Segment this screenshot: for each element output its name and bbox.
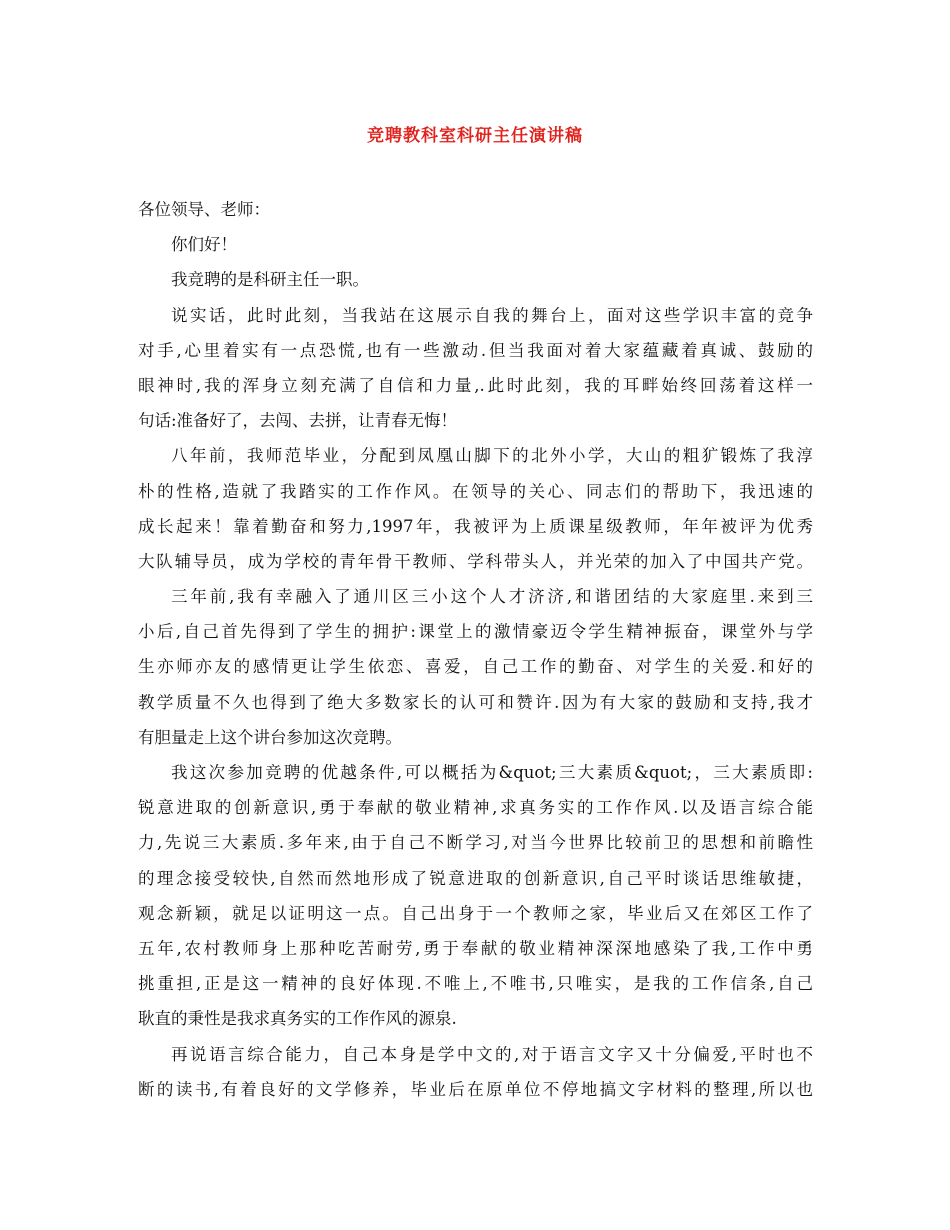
text-line: 我竞聘的是科研主任一职。 — [171, 270, 369, 290]
document-body — [138, 192, 813, 1107]
text-line: 小后,自己首先得到了学生的拥护:课堂上的激情豪迈令学生精神振奋，课堂外与学 — [138, 622, 813, 642]
text-line: 成长起来！靠着勤奋和努力,1997年，我被评为上质课星级教师，年年被评为优秀 — [138, 516, 813, 536]
text-line: 我这次参加竞聘的优越条件,可以概括为&quot;三大素质&quot;，三大素质即: — [171, 763, 813, 782]
text-line: 三年前,我有幸融入了通川区三小这个人才济济,和谐团结的大家庭里.来到三 — [171, 587, 813, 607]
text-line: 锐意进取的创新意识,勇于奉献的敬业精神,求真务实的工作作风.以及语言综合能 — [138, 798, 813, 818]
text-line: 八年前，我师范毕业，分配到凤凰山脚下的北外小学，大山的粗犷锻炼了我淳 — [171, 446, 813, 466]
text-line: 生亦师亦友的感情更让学生依恋、喜爱，自己工作的勤奋、对学生的关爱.和好的 — [138, 657, 813, 677]
text-line: 教学质量不久也得到了绝大多数家长的认可和赞许.因为有大家的鼓励和支持,我才 — [138, 692, 813, 712]
document-title: 竞聘教科室科研主任演讲稿 — [367, 126, 583, 146]
text-line: 大队辅导员，成为学校的青年骨干教师、学科带头人，并光荣的加入了中国共产党。 — [138, 551, 813, 571]
text-line: 的理念接受较快,自然而然地形成了锐意进取的创新意识,自己平时谈话思维敏捷， — [138, 868, 813, 888]
text-line: 朴的性格,造就了我踏实的工作作风。在领导的关心、同志们的帮助下，我迅速的 — [138, 481, 813, 501]
text-line: 对手,心里着实有一点恐慌,也有一些激动.但当我面对着大家蕴藏着真诚、鼓励的 — [138, 340, 813, 360]
text-line: 再说语言综合能力，自己本身是学中文的,对于语言文字又十分偏爱,平时也不 — [171, 1044, 813, 1064]
text-line: 各位领导、老师： — [138, 200, 270, 219]
text-line: 你们好！ — [171, 235, 237, 255]
text-line: 有胆量走上这个讲台参加这次竞聘。 — [138, 727, 402, 747]
text-line: 句话:准备好了，去闯、去拼，让青春无悔！ — [138, 411, 458, 431]
text-line: 五年,农村教师身上那种吃苦耐劳,勇于奉献的敬业精神深深地感染了我,工作中勇 — [138, 938, 813, 958]
text-line: 力,先说三大素质.多年来,由于自己不断学习,对当今世界比较前卫的思想和前瞻性 — [138, 833, 813, 853]
text-line: 断的读书,有着良好的文学修养，毕业后在原单位不停地搞文字材料的整理,所以也 — [138, 1079, 813, 1099]
text-line: 耿直的秉性是我求真务实的工作作风的源泉. — [138, 1009, 457, 1029]
text-line: 说实话，此时此刻，当我站在这展示自我的舞台上，面对这些学识丰富的竞争 — [171, 305, 813, 325]
text-line: 挑重担,正是这一精神的良好体现.不唯上,不唯书,只唯实，是我的工作信条,自己 — [138, 974, 813, 994]
text-line: 眼神时,我的浑身立刻充满了自信和力量,.此时此刻，我的耳畔始终回荡着这样一 — [138, 375, 813, 395]
text-line: 观念新颖，就足以证明这一点。自己出身于一个教师之家，毕业后又在郊区工作了 — [138, 903, 813, 923]
